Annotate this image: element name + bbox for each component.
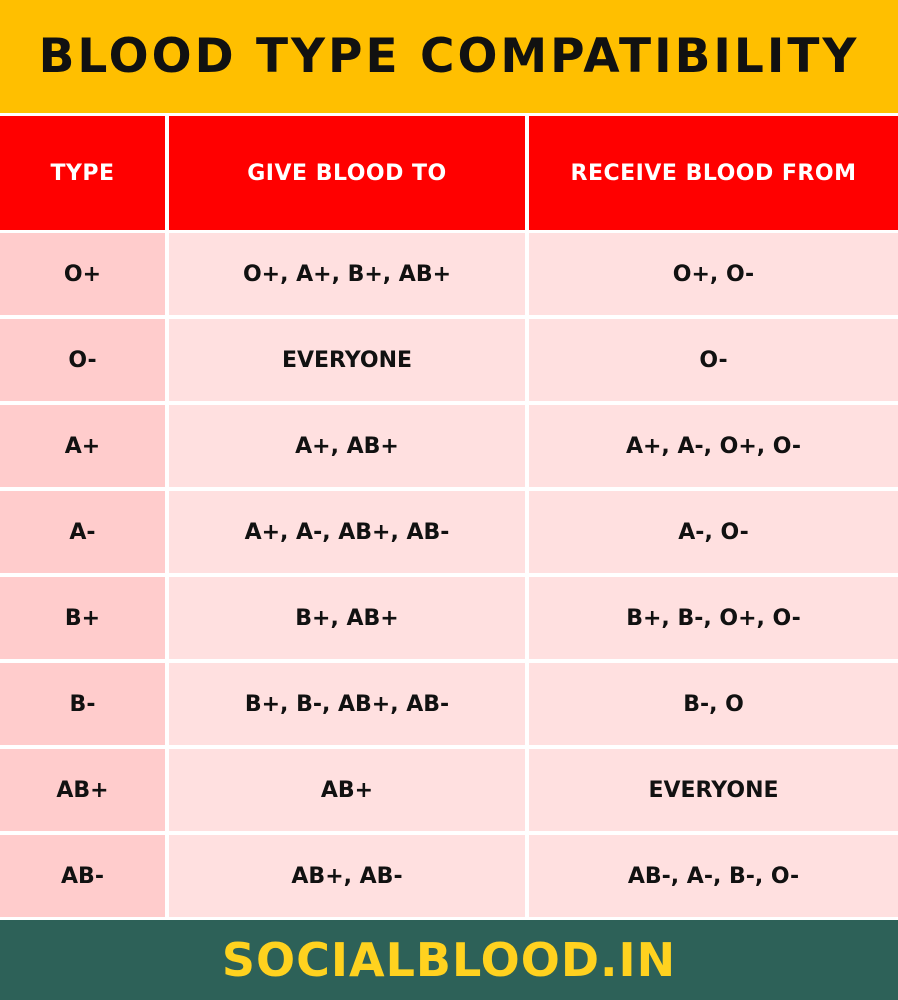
cell-type: AB- (0, 835, 165, 917)
cell-type: O- (0, 319, 165, 401)
table-row (0, 577, 898, 659)
cell-give-blood-to: A+, A-, AB+, AB- (169, 491, 525, 573)
cell-receive-blood-from: AB-, A-, B-, O- (529, 835, 898, 917)
cell-type: B- (0, 663, 165, 745)
table-row (0, 405, 898, 487)
header-type: TYPE (0, 116, 165, 230)
cell-give-blood-to: O+, A+, B+, AB+ (169, 233, 525, 315)
cell-receive-blood-from: A-, O- (529, 491, 898, 573)
table-row (0, 835, 898, 917)
table-row (0, 319, 898, 401)
footer-website: SOCIALBLOOD.IN (221, 933, 677, 987)
table-header-row (0, 116, 898, 230)
cell-give-blood-to: A+, AB+ (169, 405, 525, 487)
cell-receive-blood-from: EVERYONE (529, 749, 898, 831)
cell-type: B+ (0, 577, 165, 659)
cell-receive-blood-from: B+, B-, O+, O- (529, 577, 898, 659)
cell-receive-blood-from: O+, O- (529, 233, 898, 315)
cell-receive-blood-from: A+, A-, O+, O- (529, 405, 898, 487)
cell-give-blood-to: AB+ (169, 749, 525, 831)
compatibility-table (0, 113, 898, 919)
header-give-blood-to: GIVE BLOOD TO (169, 116, 525, 230)
cell-receive-blood-from: O- (529, 319, 898, 401)
title-banner (0, 0, 898, 113)
cell-type: O+ (0, 233, 165, 315)
cell-type: AB+ (0, 749, 165, 831)
table-row (0, 663, 898, 745)
header-receive-blood-from: RECEIVE BLOOD FROM (529, 116, 898, 230)
cell-give-blood-to: EVERYONE (169, 319, 525, 401)
table-row (0, 749, 898, 831)
page-title: BLOOD TYPE COMPATIBILITY (38, 29, 860, 84)
cell-type: A+ (0, 405, 165, 487)
cell-receive-blood-from: B-, O (529, 663, 898, 745)
cell-type: A- (0, 491, 165, 573)
table-row (0, 491, 898, 573)
cell-give-blood-to: AB+, AB- (169, 835, 525, 917)
table-row (0, 233, 898, 315)
cell-give-blood-to: B+, B-, AB+, AB- (169, 663, 525, 745)
cell-give-blood-to: B+, AB+ (169, 577, 525, 659)
footer-banner (0, 920, 898, 1000)
